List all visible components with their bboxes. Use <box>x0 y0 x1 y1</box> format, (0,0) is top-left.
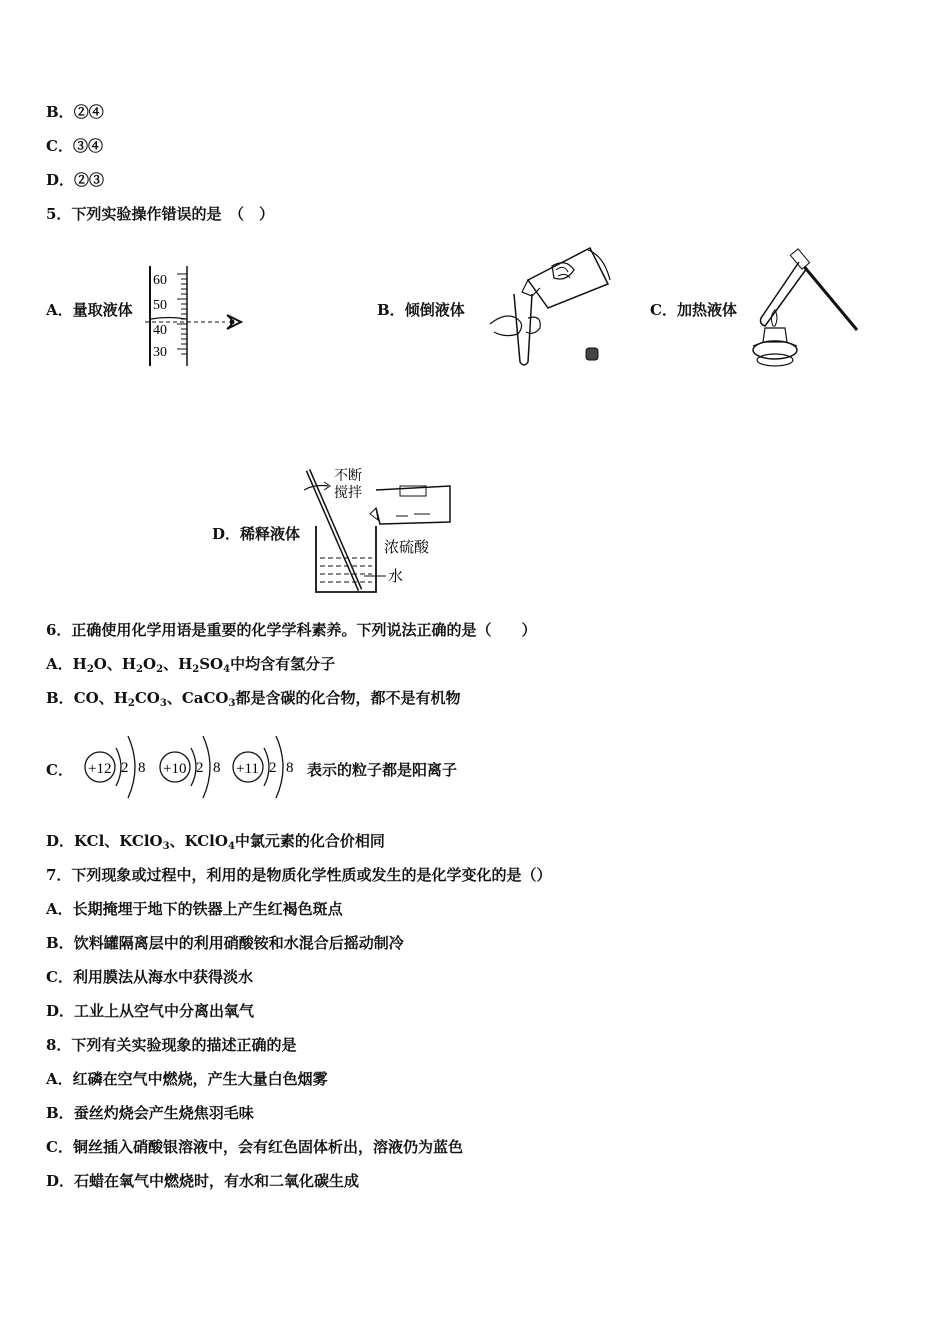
q6-option-c-text: 表示的粒子都是阳离子 <box>307 761 458 779</box>
ion-1-shell-1: 2 <box>121 760 129 776</box>
tick-40: 40 <box>153 323 167 338</box>
question-8-stem: 8．下列有关实验现象的描述正确的是 <box>46 1036 297 1054</box>
stir-label-2: 搅拌 <box>334 486 362 501</box>
ion-3-shell-1: 2 <box>269 760 277 776</box>
ion-diagram-1 <box>85 736 146 798</box>
question-5-stem: 5．下列实验操作错误的是 （ ） <box>46 205 274 223</box>
q8-option-b: B．蚕丝灼烧会产生烧焦羽毛味 <box>46 1104 254 1122</box>
ion-3-nucleus: +11 <box>236 761 259 777</box>
q8-option-c: C．铜丝插入硝酸银溶液中，会有红色固体析出，溶液仍为蓝色 <box>46 1138 463 1156</box>
ion-2-nucleus: +10 <box>163 761 187 777</box>
tick-50: 50 <box>153 298 167 313</box>
q6-option-a: A．$H_2O$、$H_2O_2$、$H_2SO_4$中均含有氢分子 <box>46 655 336 675</box>
ion-2-shell-2: 8 <box>213 760 221 776</box>
q6-option-d: D．KCl、KClO$_3$、KClO$_4$中氯元素的化合价相同 <box>46 832 385 852</box>
q5-option-a: A．量取液体 <box>46 301 133 319</box>
q7-option-c: C．利用膜法从海水中获得淡水 <box>46 968 253 986</box>
option-d-prev: D．②③ <box>46 171 105 189</box>
ion-1-shell-2: 8 <box>138 760 146 776</box>
q6-option-c-label: C． <box>46 761 73 779</box>
q6-option-b: B．CO、$H_2CO_3$、CaCO$_3$都是含碳的化合物，都不是有机物 <box>46 689 461 709</box>
stir-label-1: 不断 <box>334 469 362 484</box>
question-6-stem: 6．正确使用化学用语是重要的化学学科素养。下列说法正确的是（ ） <box>46 621 537 639</box>
option-b-prev: B．②④ <box>46 103 104 121</box>
q5-option-d: D．稀释液体 <box>212 525 301 543</box>
q7-option-b: B．饮料罐隔离层中的利用硝酸铵和水混合后摇动制冷 <box>46 934 404 952</box>
question-7-stem: 7．下列现象或过程中，利用的是物质化学性质或发生的是化学变化的是（） <box>46 866 552 884</box>
q5-option-b: B．倾倒液体 <box>377 301 465 319</box>
option-c-prev: C．③④ <box>46 137 103 155</box>
dilution-figure <box>300 464 460 599</box>
heating-liquid-figure <box>745 246 865 370</box>
tick-30: 30 <box>153 345 167 360</box>
ion-diagram-3 <box>233 736 294 798</box>
q7-option-d: D．工业上从空气中分离出氧气 <box>46 1002 255 1020</box>
water-label: 水 <box>388 569 404 585</box>
pouring-liquid-figure <box>470 244 620 369</box>
q7-option-a: A．长期掩埋于地下的铁器上产生红褐色斑点 <box>46 900 343 918</box>
ion-structure-diagrams <box>80 730 305 805</box>
acid-label: 浓硫酸 <box>384 540 430 556</box>
tick-60: 60 <box>153 273 167 288</box>
measuring-cylinder-figure <box>145 262 250 370</box>
ion-3-shell-2: 8 <box>286 760 294 776</box>
ion-1-nucleus: +12 <box>88 761 112 777</box>
ion-diagram-2 <box>160 736 221 798</box>
q8-option-d: D．石蜡在氧气中燃烧时，有水和二氧化碳生成 <box>46 1172 360 1190</box>
q8-option-a: A．红磷在空气中燃烧，产生大量白色烟雾 <box>46 1070 328 1088</box>
ion-2-shell-1: 2 <box>196 760 204 776</box>
q5-option-c: C．加热液体 <box>650 301 737 319</box>
